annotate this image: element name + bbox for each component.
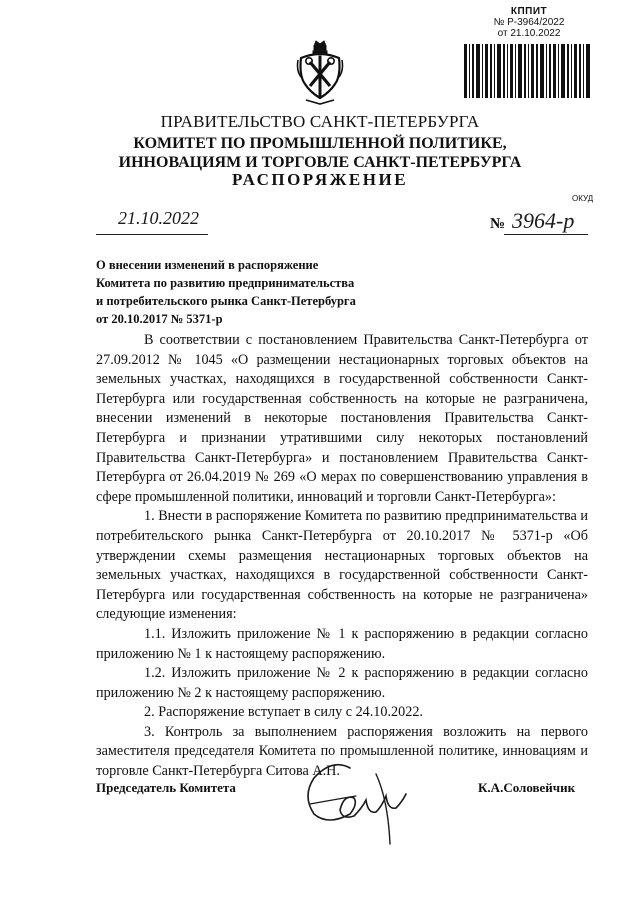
- number-underline: [504, 234, 588, 235]
- preamble-paragraph: В соответствии с постановлением Правительства Санкт-Петербурга от 27.09.2012 № 1045 «О размещении нестационарных торговых объектов на земельных участках, находящихся в государственной собственности Санкт-Петербурга или государственная собственность на которые не разграничена, внесении изменений в некоторые постановления Правительства Санкт-Петербурга и признании утратившими силу некоторых постановлений Правительства Санкт-Петербурга» и постановлением Правительства Санкт-Петербурга от 26.04.2019 № 269 «О мерах по совершенствованию управления в сфере промышленной политики, инноваций и торговли Санкт-Петербурга»:: [96, 332, 588, 505]
- subject-line-3: и потребительского рынка Санкт-Петербурга: [96, 294, 356, 308]
- item-1-1-paragraph: 1.1. Изложить приложение № 1 к распоряжению в редакции согласно приложению № 1 к настоящему распоряжению.: [96, 625, 588, 662]
- signatory-position: Председатель Комитета: [96, 780, 236, 795]
- committee-title: [0, 134, 640, 172]
- stamp-number: № Р-3964/2022: [493, 17, 565, 28]
- item-1-2-paragraph: 1.2. Изложить приложение № 2 к распоряжению в редакции согласно приложению № 2 к настоящему распоряжению.: [96, 665, 588, 701]
- barcode-image: [464, 44, 590, 98]
- document-type: РАСПОРЯЖЕНИЕ: [231, 170, 409, 189]
- number-sign: №: [490, 216, 506, 232]
- coat-of-arms-icon: [296, 40, 344, 106]
- handwritten-number: 3964-р: [512, 208, 575, 233]
- subject-line-2: Комитета по развитию предпринимательства: [96, 276, 355, 290]
- government-title: ПРАВИТЕЛЬСТВО САНКТ-ПЕТЕРБУРГА: [160, 112, 480, 131]
- document-body: [96, 331, 588, 782]
- signatory-name: К.А.Соловейчик: [478, 780, 576, 795]
- registration-stamp: [474, 6, 584, 39]
- item-3-paragraph: 3. Контроль за выполнением распоряжения возложить на первого заместителя председателя Комитета по промышленной политике, инновациям и торговле Санкт-Петербурга Ситова А.Н.: [96, 723, 588, 780]
- handwritten-signature: [292, 756, 414, 848]
- stamp-agency: КППИТ: [510, 6, 548, 17]
- handwritten-date: 21.10.2022: [118, 208, 199, 228]
- subject-line-1: О внесении изменений в распоряжение: [96, 258, 319, 272]
- date-underline: [96, 234, 208, 235]
- subject-line-4: от 20.10.2017 № 5371-р: [96, 312, 223, 326]
- document-subject: [96, 256, 396, 328]
- item-2-paragraph: 2. Распоряжение вступает в силу с 24.10.2022.: [144, 704, 423, 721]
- committee-title-line-2: ИННОВАЦИЯМ И ТОРГОВЛЕ САНКТ-ПЕТЕРБУРГА: [118, 154, 522, 171]
- stamp-date: от 21.10.2022: [497, 28, 561, 39]
- committee-title-line-1: КОМИТЕТ ПО ПРОМЫШЛЕННОЙ ПОЛИТИКЕ,: [133, 135, 507, 152]
- okud-label: ОКУД: [572, 194, 594, 203]
- item-1-paragraph: 1. Внести в распоряжение Комитета по развитию предпринимательства и потребительского рынка Санкт-Петербурга от 20.10.2017 № 5371-р «Об утверждении схемы размещения нестационарных торговых объектов на земельных участках, находящихся в государственной собственности Санкт-Петербурга или государственная собственность на которые не разграничена» следующие изменения:: [96, 508, 588, 623]
